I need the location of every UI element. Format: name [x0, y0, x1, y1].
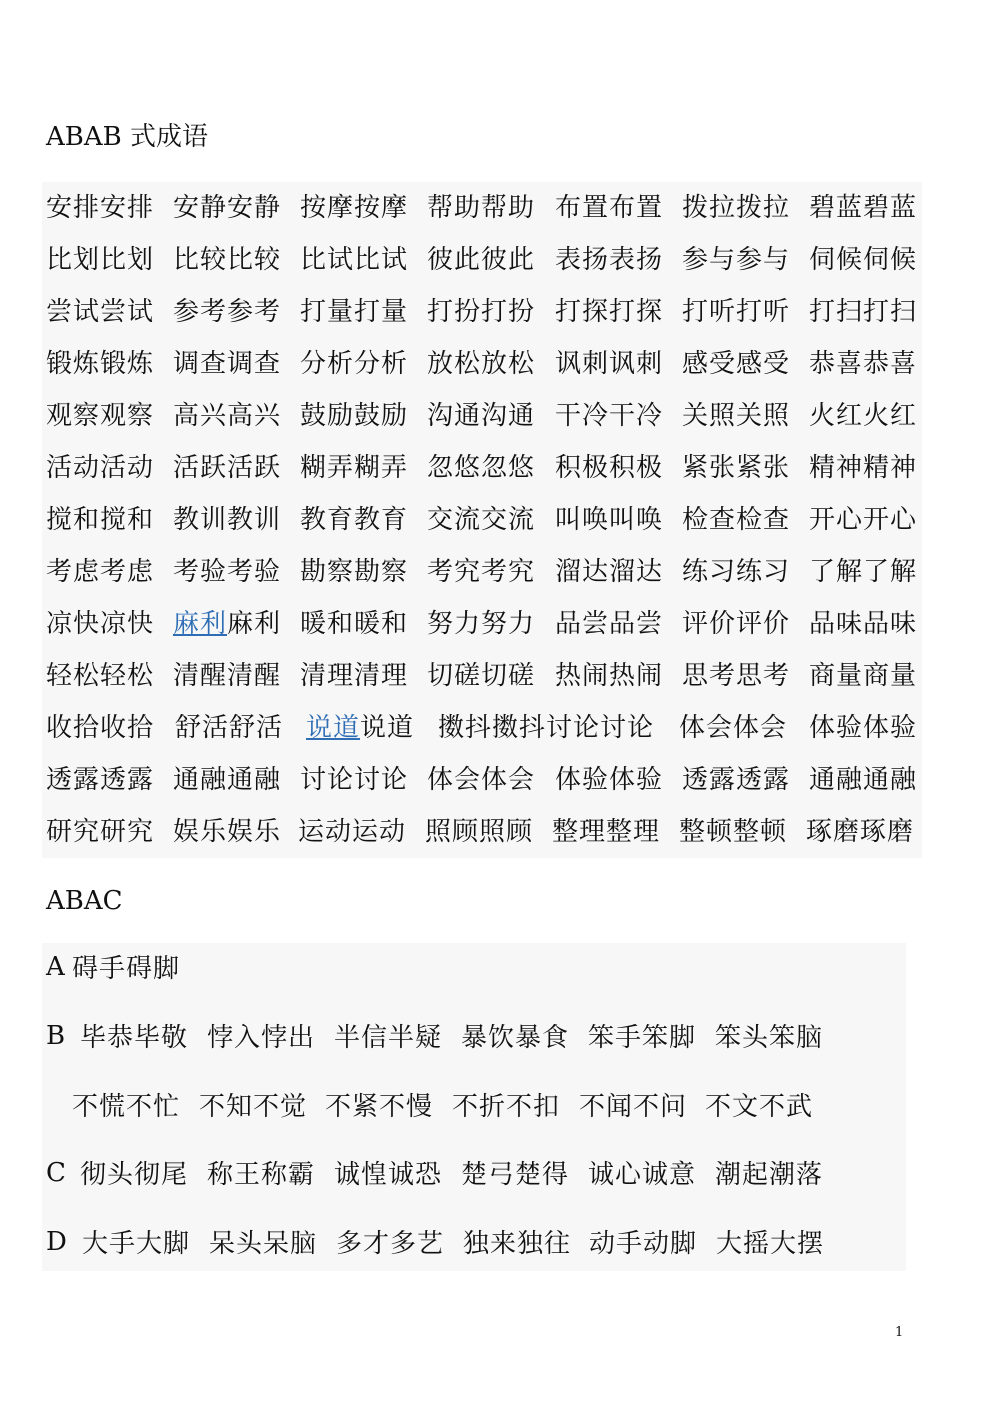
- idiom-cell: 紧张紧张: [682, 453, 791, 483]
- idiom-cell: 溜达溜达: [555, 557, 664, 587]
- idiom-cell: 教训教训: [173, 505, 282, 535]
- idiom-cell: 舒活舒活: [175, 713, 284, 743]
- idiom-cell: 开心开心: [809, 505, 918, 535]
- idiom-cell: 忽悠忽悠: [427, 453, 536, 483]
- idiom-cell: 精神精神: [809, 453, 918, 483]
- idiom-cell: 透露透露: [682, 765, 791, 795]
- idiom-cell: 不慌不忙: [72, 1092, 181, 1122]
- idiom-cell: 交流交流: [427, 505, 536, 535]
- idiom-cell: 分析分析: [300, 349, 409, 379]
- idiom-cell: 不知不觉: [199, 1092, 308, 1122]
- idiom-cell: 体验体验: [555, 765, 664, 795]
- idiom-cell: 称王称霸: [207, 1160, 316, 1190]
- table-row: [46, 754, 922, 806]
- table-row: [46, 650, 922, 702]
- table-row: [46, 234, 922, 286]
- idiom-cell: 毕恭毕敬: [80, 1023, 189, 1053]
- idiom-cell: 了解了解: [809, 557, 918, 587]
- idiom-cell: 不闻不问: [579, 1092, 688, 1122]
- idiom-cell: 恭喜恭喜: [809, 349, 918, 379]
- idiom-cell-text: 麻利: [227, 609, 282, 639]
- idiom-cell: 考究考究: [427, 557, 536, 587]
- idiom-cell: 鼓励鼓励: [300, 401, 409, 431]
- idiom-cell: 照顾照顾: [425, 817, 534, 847]
- idiom-cell: 考虑考虑: [46, 557, 155, 587]
- idiom-cell: 多才多艺: [336, 1229, 445, 1259]
- section-heading-abab: ABAB 式成语: [46, 122, 209, 152]
- idiom-cell: 参考参考: [173, 297, 282, 327]
- idiom-cell: 诚惶诚恐: [334, 1160, 443, 1190]
- idiom-cell: 潮起潮落: [715, 1160, 824, 1190]
- idiom-cell: 轻松轻松: [46, 661, 155, 691]
- idiom-cell: 感受感受: [682, 349, 791, 379]
- idiom-cell: 帮助帮助: [427, 193, 536, 223]
- mali-link[interactable]: 麻利: [173, 609, 228, 639]
- idiom-cell: 检查检查: [682, 505, 791, 535]
- idiom-cell: 品味品味: [809, 609, 918, 639]
- idiom-cell: 体会体会: [427, 765, 536, 795]
- idiom-cell: 按摩按摩: [300, 193, 409, 223]
- idiom-cell: 诚心诚意: [588, 1160, 697, 1190]
- idiom-cell: 碍手碍脚: [72, 954, 181, 984]
- idiom-cell: 商量商量: [809, 661, 918, 691]
- idiom-cell: 讨论讨论: [300, 765, 409, 795]
- idiom-cell: 锻炼锻炼: [46, 349, 155, 379]
- idiom-cell: 练习练习: [682, 557, 791, 587]
- idiom-cell: 收拾收拾: [46, 713, 155, 743]
- idiom-cell: 比试比试: [300, 245, 409, 275]
- table-row: [46, 806, 922, 858]
- idiom-cell: 通融通融: [809, 765, 918, 795]
- idiom-cell: 干冷干冷: [555, 401, 664, 431]
- idiom-cell: 安排安排: [46, 193, 155, 223]
- idiom-cell: 不紧不慢: [325, 1092, 434, 1122]
- page-number: 1: [895, 1325, 904, 1340]
- table-row: [46, 598, 922, 650]
- idiom-cell: 半信半疑: [334, 1023, 443, 1053]
- section-heading-abac: ABAC: [46, 886, 123, 916]
- idiom-cell: 考验考验: [173, 557, 282, 587]
- idiom-cell: 关照关照: [682, 401, 791, 431]
- idiom-cell: 体验体验: [809, 713, 918, 743]
- idiom-cell-text: 说道: [360, 713, 415, 743]
- idiom-cell: 品尝品尝: [555, 609, 664, 639]
- idiom-cell: 火红火红: [809, 401, 918, 431]
- table-row: [46, 546, 922, 598]
- idiom-cell: 参与参与: [682, 245, 791, 275]
- idiom-cell: 搅和搅和: [46, 505, 155, 535]
- idiom-cell: 比较比较: [173, 245, 282, 275]
- idiom-cell: 凉快凉快: [46, 609, 155, 639]
- group-letter: D: [46, 1227, 67, 1257]
- idiom-cell: 观察观察: [46, 401, 155, 431]
- idiom-cell: 独来独往: [463, 1229, 572, 1259]
- list-item: [42, 1014, 906, 1064]
- idiom-cell: 碧蓝碧蓝: [809, 193, 918, 223]
- idiom-cell: 运动运动: [298, 817, 407, 847]
- idiom-cell: 体会体会: [679, 713, 788, 743]
- idiom-cell: 笨头笨脑: [715, 1023, 824, 1053]
- idiom-cell: 暴饮暴食: [461, 1023, 570, 1053]
- idiom-cell: 叫唤叫唤: [555, 505, 664, 535]
- group-letter: C: [46, 1158, 66, 1188]
- idiom-cell: 楚弓楚得: [461, 1160, 570, 1190]
- idiom-cell: 热闹热闹: [555, 661, 664, 691]
- idiom-cell: 糊弄糊弄: [300, 453, 409, 483]
- idiom-cell: [306, 702, 414, 754]
- idiom-cell: 安静安静: [173, 193, 282, 223]
- abab-idiom-table: [42, 182, 922, 858]
- idiom-cell: 打扫打扫: [809, 297, 918, 327]
- idiom-cell: 娱乐娱乐: [173, 817, 282, 847]
- idiom-cell: 擞抖擞抖讨论讨论: [438, 713, 655, 743]
- idiom-cell: 讽刺讽刺: [555, 349, 664, 379]
- list-item: [42, 1151, 906, 1201]
- idiom-cell: 比划比划: [46, 245, 155, 275]
- shuodao-link[interactable]: 说道: [306, 713, 361, 743]
- idiom-cell: 高兴高兴: [173, 401, 282, 431]
- idiom-cell: 活跃活跃: [173, 453, 282, 483]
- idiom-cell: 积极积极: [555, 453, 664, 483]
- idiom-cell: 拨拉拨拉: [682, 193, 791, 223]
- idiom-cell: 整顿整顿: [679, 817, 788, 847]
- idiom-cell: 笨手笨脚: [588, 1023, 697, 1053]
- idiom-cell: 活动活动: [46, 453, 155, 483]
- idiom-cell: 教育教育: [300, 505, 409, 535]
- idiom-cell: 暖和暖和: [300, 609, 409, 639]
- idiom-cell: 大摇大摆: [716, 1229, 825, 1259]
- idiom-cell: 表扬表扬: [555, 245, 664, 275]
- idiom-cell: 切磋切磋: [427, 661, 536, 691]
- table-row: [46, 286, 922, 338]
- idiom-cell: 大手大脚: [82, 1229, 191, 1259]
- idiom-cell: 打扮打扮: [427, 297, 536, 327]
- idiom-cell: 彼此彼此: [427, 245, 536, 275]
- idiom-cell: 努力努力: [427, 609, 536, 639]
- idiom-cell: 清理清理: [300, 661, 409, 691]
- idiom-cell: 打探打探: [555, 297, 664, 327]
- idiom-cell: 思考思考: [682, 661, 791, 691]
- idiom-cell: 琢磨琢磨: [806, 817, 915, 847]
- idiom-cell: 勘察勘察: [300, 557, 409, 587]
- table-row: [46, 442, 922, 494]
- idiom-cell: 调查调查: [173, 349, 282, 379]
- idiom-cell: 打量打量: [300, 297, 409, 327]
- group-letter: B: [46, 1021, 66, 1051]
- table-row: [46, 494, 922, 546]
- idiom-cell: 彻头彻尾: [80, 1160, 189, 1190]
- idiom-cell: 评价评价: [682, 609, 791, 639]
- idiom-cell: 打听打听: [682, 297, 791, 327]
- idiom-cell: 动手动脚: [589, 1229, 698, 1259]
- idiom-cell: 不折不扣: [452, 1092, 561, 1122]
- abac-idiom-list: [42, 943, 906, 1271]
- table-row: [46, 338, 922, 390]
- idiom-cell: 呆头呆脑: [209, 1229, 318, 1259]
- table-row: [46, 390, 922, 442]
- idiom-cell: 放松放松: [427, 349, 536, 379]
- list-item: [42, 1220, 906, 1270]
- idiom-cell: 悖入悖出: [207, 1023, 316, 1053]
- table-row: [46, 182, 922, 234]
- idiom-cell: [173, 598, 281, 650]
- idiom-cell: 通融通融: [173, 765, 282, 795]
- idiom-cell: 尝试尝试: [46, 297, 155, 327]
- idiom-cell: 布置布置: [555, 193, 664, 223]
- list-item: [42, 945, 906, 995]
- idiom-cell: 伺候伺候: [809, 245, 918, 275]
- idiom-cell: 不文不武: [705, 1092, 814, 1122]
- idiom-cell: 清醒清醒: [173, 661, 282, 691]
- list-item: [42, 1083, 906, 1133]
- idiom-cell: 透露透露: [46, 765, 155, 795]
- table-row: [46, 702, 922, 754]
- idiom-cell: 研究研究: [46, 817, 155, 847]
- idiom-cell: 整理整理: [552, 817, 661, 847]
- idiom-cell: 沟通沟通: [427, 401, 536, 431]
- group-letter: A: [46, 952, 65, 982]
